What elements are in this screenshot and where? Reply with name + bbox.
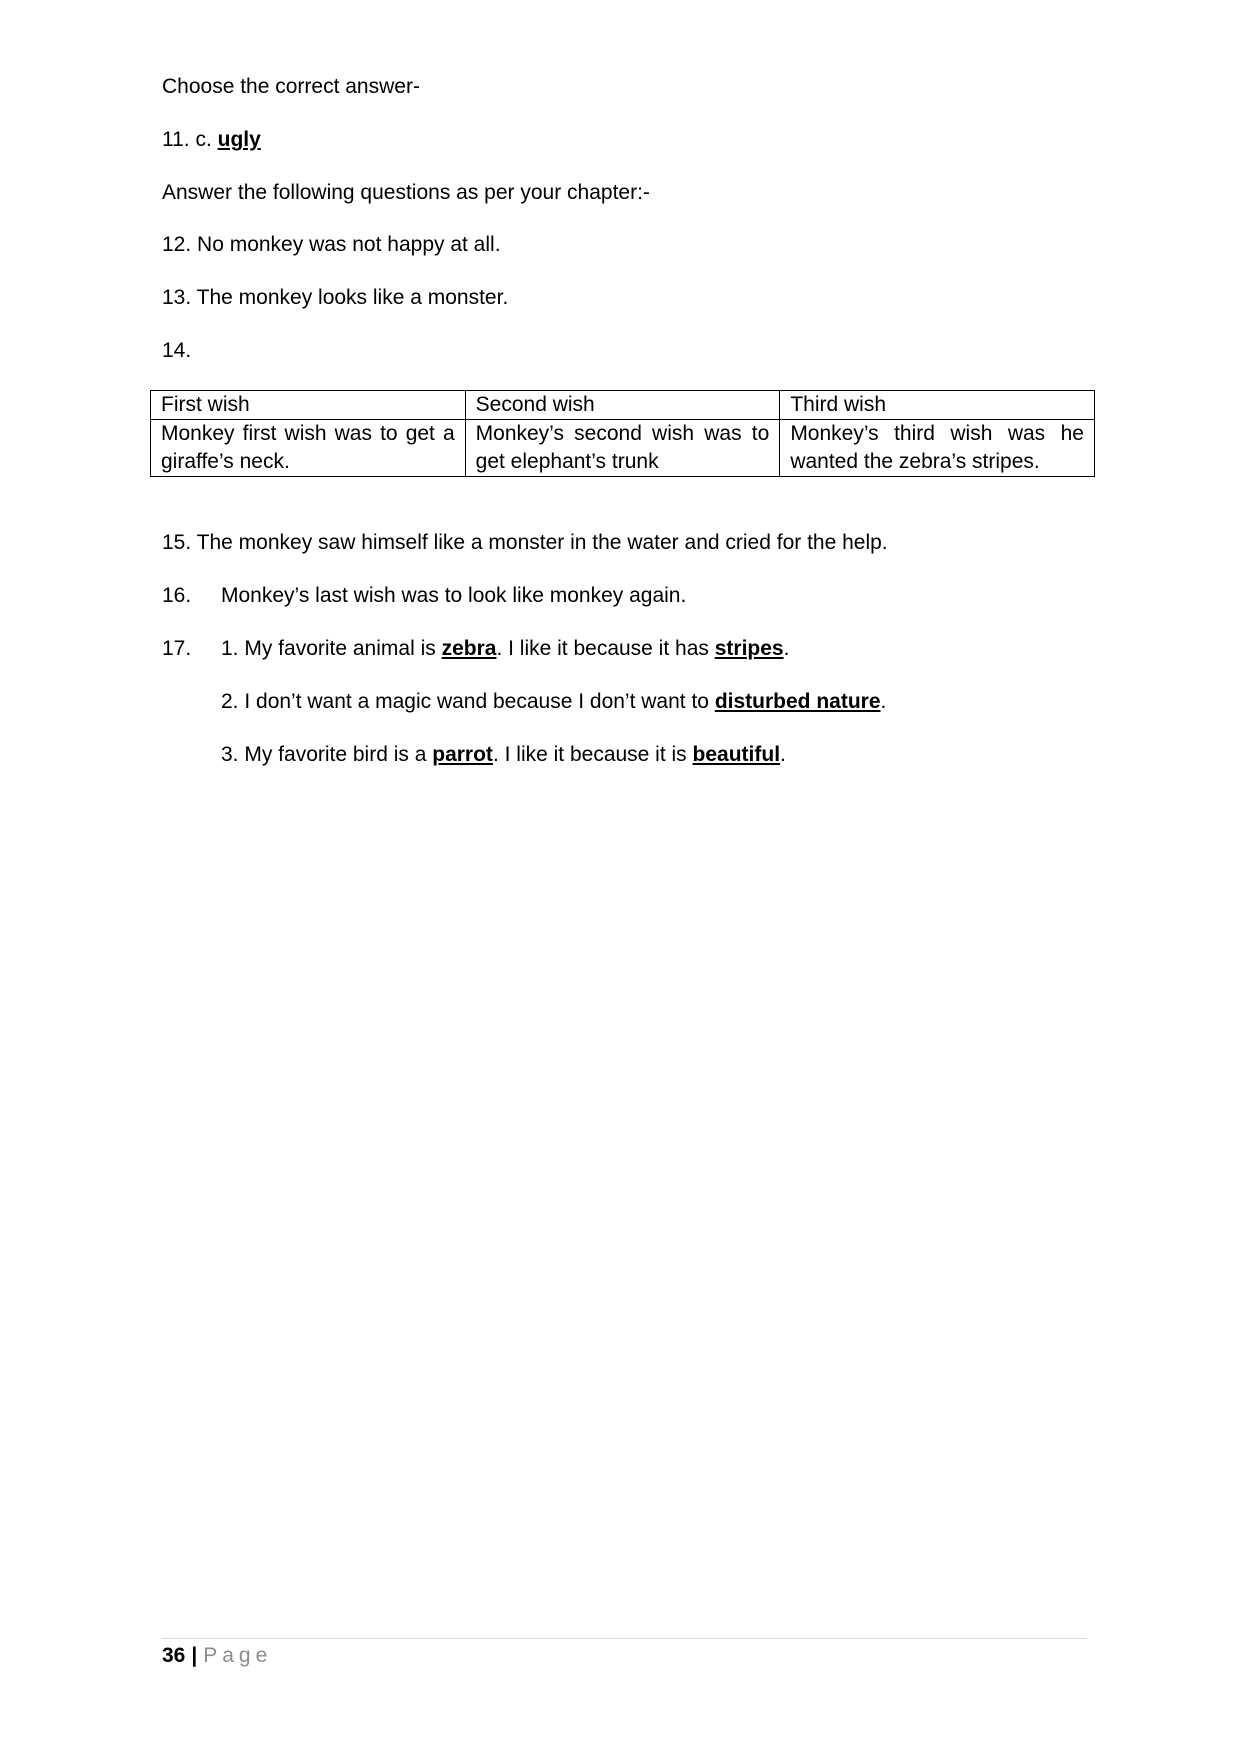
answer-11-value: ugly [217,128,261,151]
answer-11 [162,127,261,152]
wishes-table [150,390,1095,477]
answer-17-s3 [221,742,786,767]
table-header-first-wish: First wish [151,391,466,420]
page-number: 36 [162,1644,186,1667]
answer-17-s1-part-e: . [783,637,790,660]
page-footer [162,1643,272,1668]
table-row [151,420,1095,477]
table-cell-first-wish: Monkey first wish was to get a giraffe’s neck. [151,420,466,477]
answer-16 [162,583,686,608]
table-header-second-wish: Second wish [465,391,780,420]
answer-17 [162,636,789,661]
answer-17-s2-part-c: . [880,690,887,713]
table-header-row [151,391,1095,420]
table-cell-third-wish: Monkey’s third wish was he wanted the zebra’s stripes. [780,420,1095,477]
answer-17-s3-part-e: . [780,743,786,766]
section-heading-choose: Choose the correct answer- [162,75,420,98]
answer-17-s1-blank-2: stripes [714,637,784,660]
answer-17-number: 17. [162,637,192,660]
answer-17-s2 [221,689,886,714]
answer-17-s3-blank-2: beautiful [692,743,781,766]
table-cell-second-wish: Monkey’s second wish was to get elephant’s trunk [465,420,780,477]
answer-17-s1-part-c: . I like it because it has [496,637,715,660]
answer-17-s1-part-a: 1. My favorite animal is [221,637,442,660]
section-heading-answer: Answer the following questions as per your chapter:- [162,181,650,204]
answer-13: 13. The monkey looks like a monster. [162,286,509,309]
footer-divider [162,1638,1087,1639]
answer-17-s3-blank-1: parrot [432,743,493,766]
answer-14-label: 14. [162,339,192,362]
table-header-third-wish: Third wish [780,391,1095,420]
answer-17-s3-part-a: 3. My favorite bird is a [221,743,433,766]
answer-17-s3-part-c: . I like it because it is [492,743,693,766]
answer-16-number: 16. [162,584,192,607]
answer-15: 15. The monkey saw himself like a monster in the water and cried for the help. [162,531,888,554]
answer-16-text: Monkey’s last wish was to look like monkey again. [221,584,687,607]
answer-17-s2-part-a: 2. I don’t want a magic wand because I don’t want to [221,690,715,713]
footer-separator: | [191,1644,198,1667]
answer-12: 12. No monkey was not happy at all. [162,233,501,256]
page-label: Page [203,1644,273,1667]
answer-17-s1-blank-1: zebra [441,637,497,660]
answer-17-s1 [221,637,789,660]
answer-11-prefix: 11. c. [162,128,218,151]
answer-17-s2-blank-1: disturbed nature [714,690,881,713]
